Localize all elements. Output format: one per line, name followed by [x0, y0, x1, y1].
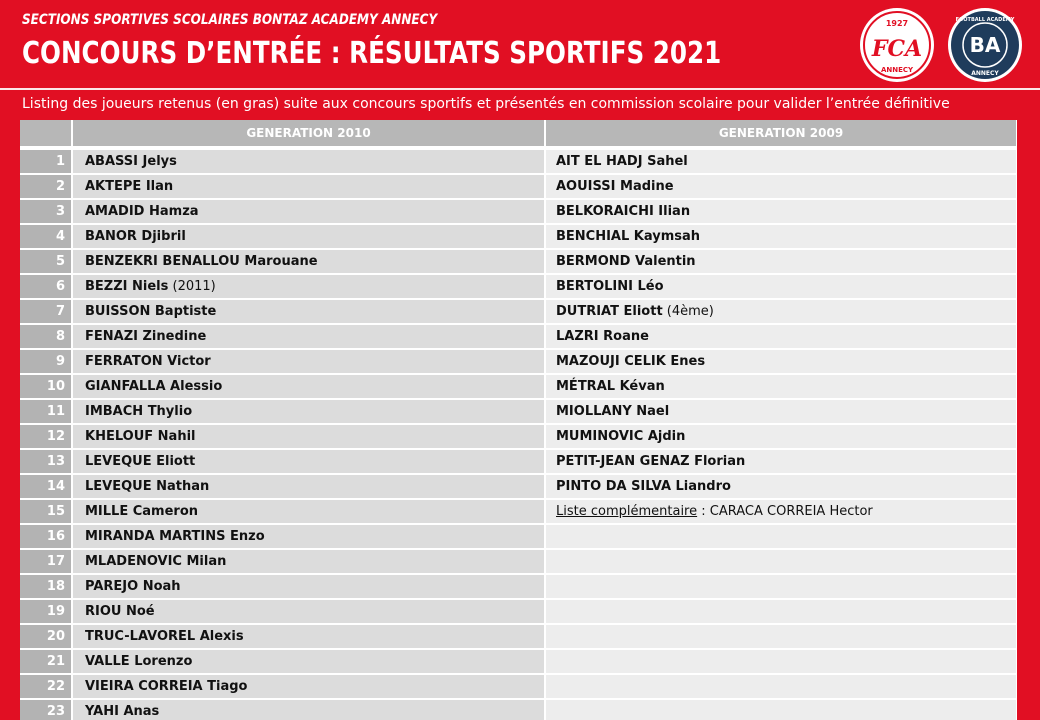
row-number: 10: [20, 374, 72, 399]
table-row: [20, 324, 1017, 349]
player-name: GIANFALLA Alessio: [85, 379, 223, 394]
row-number: 14: [20, 474, 72, 499]
generation-2010-cell: [72, 174, 545, 199]
generation-2010-cell: [72, 249, 545, 274]
row-number: 1: [20, 149, 72, 174]
generation-2010-cell: [72, 524, 545, 549]
table-row: [20, 424, 1017, 449]
table-row: [20, 549, 1017, 574]
row-number: 17: [20, 549, 72, 574]
generation-2010-cell: [72, 649, 545, 674]
generation-2009-cell: [545, 199, 1017, 224]
player-name: BERTOLINI Léo: [556, 279, 664, 294]
generation-2009-cell: [545, 249, 1017, 274]
generation-2010-cell: [72, 224, 545, 249]
complementary-list-value: : CARACA CORREIA Hector: [697, 504, 873, 519]
table-row: [20, 349, 1017, 374]
player-name: AKTEPE Ilan: [85, 179, 174, 194]
page-subtitle: Listing des joueurs retenus (en gras) suite aux concours sportifs et présentés en commission scolaire pour valider l’entrée définitive: [22, 96, 950, 112]
generation-2010-cell: [72, 274, 545, 299]
row-number: 11: [20, 399, 72, 424]
row-number: 9: [20, 349, 72, 374]
player-name: AOUISSI Madine: [556, 179, 674, 194]
player-name: MUMINOVIC Ajdin: [556, 429, 686, 444]
complementary-list-label: Liste complémentaire: [556, 504, 698, 519]
generation-2010-cell: [72, 149, 545, 174]
header-divider: [0, 88, 1040, 90]
generation-2010-cell: [72, 449, 545, 474]
player-name: FENAZI Zinedine: [85, 329, 207, 344]
row-number: 20: [20, 624, 72, 649]
generation-2009-cell: [545, 599, 1017, 624]
player-name: VIEIRA CORREIA Tiago: [85, 679, 248, 694]
player-name: AIT EL HADJ Sahel: [556, 154, 688, 169]
row-number: 15: [20, 499, 72, 524]
player-name: RIOU Noé: [85, 604, 155, 619]
results-table: [20, 120, 1017, 720]
generation-2010-cell: [72, 549, 545, 574]
player-name: ABASSI Jelys: [85, 154, 177, 169]
generation-2009-cell: [545, 174, 1017, 199]
player-name: PETIT-JEAN GENAZ Florian: [556, 454, 746, 469]
table-row: [20, 199, 1017, 224]
row-number: 18: [20, 574, 72, 599]
table-row: [20, 624, 1017, 649]
row-number: 7: [20, 299, 72, 324]
generation-2009-cell: [545, 574, 1017, 599]
row-number: 5: [20, 249, 72, 274]
generation-2009-cell: [545, 474, 1017, 499]
player-name: LEVEQUE Nathan: [85, 479, 210, 494]
player-name: BUISSON Baptiste: [85, 304, 217, 319]
player-name: PINTO DA SILVA Liandro: [556, 479, 731, 494]
player-name: MLADENOVIC Milan: [85, 554, 227, 569]
generation-2009-cell: [545, 524, 1017, 549]
logo-left-year: 1927: [885, 19, 909, 28]
player-name: MÉTRAL Kévan: [556, 379, 665, 394]
table-row: [20, 449, 1017, 474]
player-name: MIOLLANY Nael: [556, 404, 670, 419]
generation-2009-cell: [545, 424, 1017, 449]
player-note: (2011): [168, 279, 216, 294]
table-row: [20, 649, 1017, 674]
generation-2010-cell: [72, 599, 545, 624]
generation-2009-cell: [545, 224, 1017, 249]
row-number: 16: [20, 524, 72, 549]
table-row: [20, 699, 1017, 720]
generation-2009-cell: [545, 449, 1017, 474]
row-number: 23: [20, 699, 72, 720]
generation-2010-cell: [72, 374, 545, 399]
generation-2009-cell: [545, 324, 1017, 349]
generation-2009-cell: [545, 399, 1017, 424]
table-row: [20, 224, 1017, 249]
player-name: BENCHIAL Kaymsah: [556, 229, 701, 244]
generation-2009-cell: [545, 349, 1017, 374]
fc-annecy-logo: [858, 6, 936, 84]
player-name: VALLE Lorenzo: [85, 654, 193, 669]
table-row: [20, 374, 1017, 399]
column-header-generation-2010: GENERATION 2010: [72, 120, 545, 146]
player-name: BELKORAICHI Ilian: [556, 204, 691, 219]
table-row: [20, 399, 1017, 424]
player-name: BEZZI Niels: [85, 279, 169, 294]
generation-2009-cell: [545, 499, 1017, 524]
row-number: 19: [20, 599, 72, 624]
logo-right-text: ANNECY: [971, 70, 999, 77]
player-name: KHELOUF Nahil: [85, 429, 196, 444]
logo-left-letters: FCA: [871, 36, 923, 62]
player-name: IMBACH Thylio: [85, 404, 193, 419]
logo-right-letters: BA: [969, 33, 1001, 57]
football-academy-logo: [946, 6, 1024, 84]
table-row: [20, 474, 1017, 499]
generation-2009-cell: [545, 374, 1017, 399]
player-name: TRUC-LAVOREL Alexis: [85, 629, 244, 644]
table-row: [20, 274, 1017, 299]
generation-2010-cell: [72, 624, 545, 649]
row-number: 3: [20, 199, 72, 224]
table-row: [20, 299, 1017, 324]
generation-2010-cell: [72, 474, 545, 499]
header-kicker: SECTIONS SPORTIVES SCOLAIRES BONTAZ ACADEMY ANNECY: [22, 12, 438, 28]
player-name: YAHI Anas: [85, 704, 160, 719]
row-number: 22: [20, 674, 72, 699]
row-number: 6: [20, 274, 72, 299]
table-row: [20, 149, 1017, 174]
generation-2010-cell: [72, 499, 545, 524]
player-name: FERRATON Victor: [85, 354, 211, 369]
generation-2009-cell: [545, 549, 1017, 574]
generation-2010-cell: [72, 349, 545, 374]
generation-2009-cell: [545, 699, 1017, 720]
player-name: LAZRI Roane: [556, 329, 649, 344]
player-note: (4ème): [662, 304, 714, 319]
table-row: [20, 674, 1017, 699]
page-header: [0, 0, 1040, 92]
row-number: 13: [20, 449, 72, 474]
generation-2010-cell: [72, 199, 545, 224]
table-row: [20, 499, 1017, 524]
table-row: [20, 174, 1017, 199]
table-row: [20, 524, 1017, 549]
generation-2010-cell: [72, 299, 545, 324]
generation-2009-cell: [545, 649, 1017, 674]
row-number: 2: [20, 174, 72, 199]
player-name: PAREJO Noah: [85, 579, 181, 594]
table-row: [20, 599, 1017, 624]
logo-left-text: ANNECY: [880, 66, 914, 74]
logo-right-ring-text: FOOTBALL ACADEMY: [955, 17, 1015, 23]
row-number: 8: [20, 324, 72, 349]
player-name: BERMOND Valentin: [556, 254, 696, 269]
generation-2010-cell: [72, 424, 545, 449]
player-name: DUTRIAT Eliott: [556, 304, 663, 319]
generation-2010-cell: [72, 674, 545, 699]
player-name: LEVEQUE Eliott: [85, 454, 196, 469]
player-name: BANOR Djibril: [85, 229, 186, 244]
generation-2009-cell: [545, 149, 1017, 174]
generation-2009-cell: [545, 624, 1017, 649]
column-header-number: [20, 120, 72, 146]
generation-2010-cell: [72, 574, 545, 599]
page-title: CONCOURS D’ENTRÉE : RÉSULTATS SPORTIFS 2021: [22, 36, 722, 71]
generation-2010-cell: [72, 324, 545, 349]
row-number: 21: [20, 649, 72, 674]
table-row: [20, 249, 1017, 274]
row-number: 12: [20, 424, 72, 449]
generation-2009-cell: [545, 674, 1017, 699]
table-header-row: [20, 120, 1017, 146]
player-name: AMADID Hamza: [85, 204, 199, 219]
player-name: MIRANDA MARTINS Enzo: [85, 529, 265, 544]
player-name: MILLE Cameron: [85, 504, 199, 519]
column-header-generation-2009: GENERATION 2009: [545, 120, 1017, 146]
player-name: BENZEKRI BENALLOU Marouane: [85, 254, 318, 269]
generation-2010-cell: [72, 399, 545, 424]
generation-2009-cell: [545, 274, 1017, 299]
generation-2009-cell: [545, 299, 1017, 324]
player-name: MAZOUJI CELIK Enes: [556, 354, 706, 369]
table-row: [20, 574, 1017, 599]
row-number: 4: [20, 224, 72, 249]
generation-2010-cell: [72, 699, 545, 720]
